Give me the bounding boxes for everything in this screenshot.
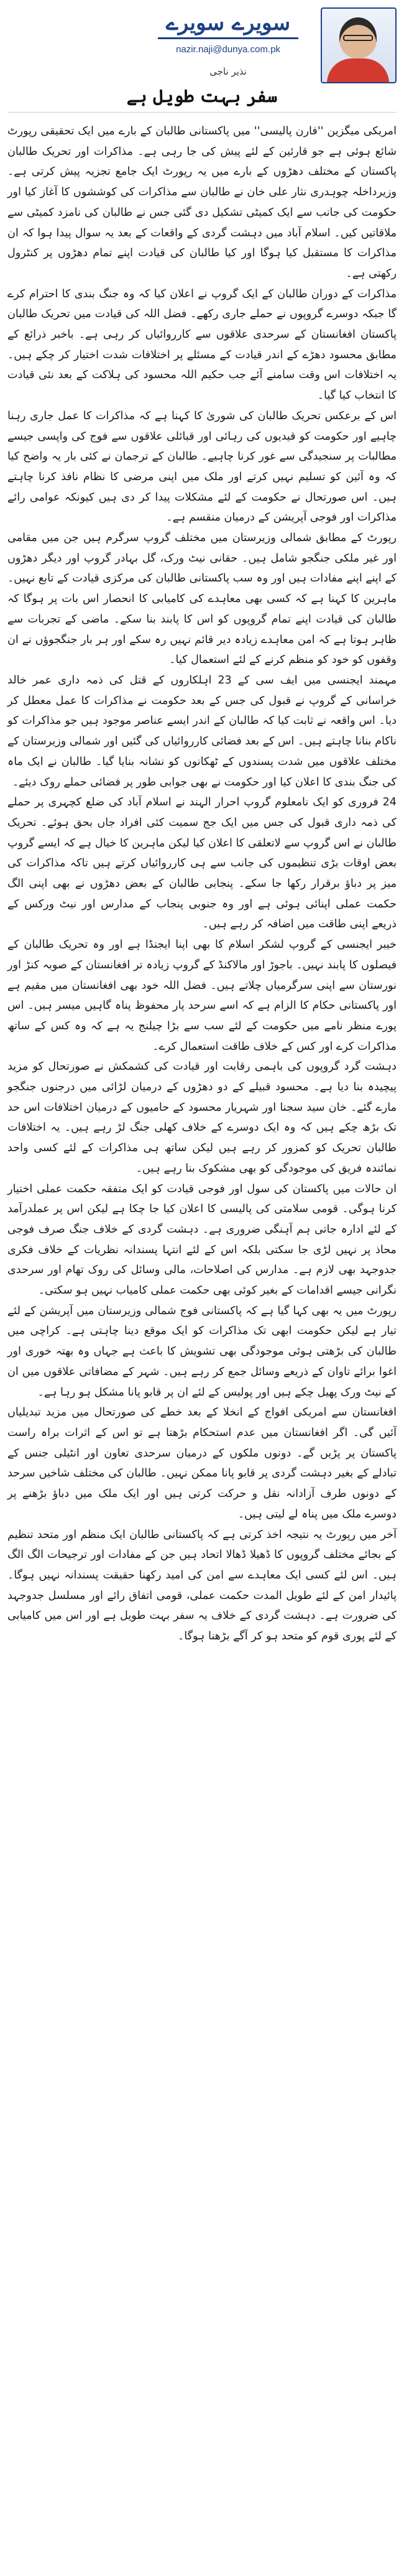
column-title-underline — [158, 37, 298, 39]
article-headline: سفر بہت طویل ہے — [126, 86, 278, 106]
article-paragraph: ان حالات میں پاکستان کی سول اور فوجی قیادت کو ایک متفقہ حکمت عملی اختیار کرنا ہوگی۔ قومی سلامتی کی پالیسی کا اعلان کیا جا چکا ہے لیکن اس پر عملدرآمد کے لئے ادارہ جاتی ہم آہنگی ضروری ہے۔ دہشت گردی کے خلاف جنگ صرف فوجی محاذ پر نہیں لڑی جا سکتی بلکہ اس کے لئے انتہا پسندانہ نظریات کے خلاف فکری جدوجہد بھی لازم ہے۔ مدارس کی اصلاحات، مالی وسائل کی روک تھام اور سرحدی نگرانی جیسے اقدامات کے بغیر کوئی بھی حکمت عملی کامیاب نہیں ہو سکتی۔ — [7, 1182, 397, 1297]
author-photo — [321, 7, 397, 83]
article-paragraph: اس کے برعکس تحریک طالبان کی شوریٰ کا کہنا ہے کہ مذاکرات کا عمل جاری رہنا چاہیے اور حکومت کو قیدیوں کی رہائی اور قبائلی علاقوں سے فوج کی واپسی جیسے مطالبات پر سنجیدگی سے غور کرنا چاہیے۔ طالبان کے ترجمان نے کئی بار یہ واضح کیا کہ وہ آئین کو تسلیم نہیں کرتے اور ملک میں اپنی مرضی کا نظام نافذ کرنا چاہتے ہیں۔ اس صورتحال نے حکومت کے لئے مشکلات پیدا کر دی ہیں کیونکہ عوامی رائے مذاکرات اور فوجی آپریشن کے درمیان منقسم ہے۔ — [7, 409, 397, 524]
column-masthead — [129, 7, 397, 81]
article-paragraph: مہمند ایجنسی میں ایف سی کے 23 اہلکاروں کے قتل کی ذمہ داری عمر خالد خراسانی کے گروپ نے قبول کی جس کے بعد حکومت نے مذاکرات کا عمل معطل کر دیا۔ اس واقعہ نے ثابت کیا کہ طالبان کے اندر ایسے عناصر موجود ہیں جو مذاکرات کو ناکام بنانا چاہتے ہیں۔ اس کے بعد فضائی کارروائیاں کی گئیں اور شمالی وزیرستان کے مختلف علاقوں میں شدت پسندوں کے ٹھکانوں کو نشانہ بنایا گیا۔ طالبان نے ایک ماہ کی جنگ بندی کا اعلان کیا اور حکومت نے بھی جوابی طور پر فضائی حملے روک دیئے۔ — [7, 674, 397, 789]
article-paragraph: رپورٹ کے مطابق شمالی وزیرستان میں مختلف گروپ سرگرم ہیں جن میں مقامی اور غیر ملکی جنگجو شامل ہیں۔ حقانی نیٹ ورک، گل بہادر گروپ اور دیگر دھڑوں کے اپنے اپنے مفادات ہیں اور وہ سب پاکستانی طالبان کی مرکزی قیادت کے تابع نہیں۔ ماہرین کا کہنا ہے کہ کسی بھی معاہدے کی کامیابی کا انحصار اس بات پر ہوگا کہ طالبان کی قیادت اپنے تمام گروپوں کو اس کا پابند بنا سکے۔ ماضی کے تجربات سے ظاہر ہوتا ہے کہ امن معاہدے زیادہ دیر قائم نہیں رہ سکے اور ہر بار جنگجوؤں نے ان وقفوں کو خود کو منظم کرنے کے لئے استعمال کیا۔ — [7, 532, 397, 667]
article-paragraph: 24 فروری کو ایک نامعلوم گروپ احرار الہند نے اسلام آباد کی ضلع کچہری پر حملے کی ذمہ داری قبول کی جس میں ایک جج سمیت کئی افراد جاں بحق ہوئے۔ تحریک طالبان نے اس گروپ سے لاتعلقی کا اعلان کیا لیکن ماہرین کا خیال ہے کہ ایسے گروپ بعض اوقات بڑی تنظیموں کی جانب سے ہی کارروائیاں کرتے ہیں تاکہ مذاکرات کی میز پر دباؤ برقرار رکھا جا سکے۔ پنجابی طالبان کے بعض دھڑوں نے بھی اپنی الگ حکمت عملی اپنائی ہوئی ہے اور وہ جنوبی پنجاب کے مدارس اور نیٹ ورکس کے ذریعے اپنی طاقت میں اضافہ کر رہے ہیں۔ — [7, 796, 397, 931]
column-header — [7, 5, 397, 113]
article-paragraph: افغانستان سے امریکی افواج کے انخلا کے بعد خطے کی صورتحال میں مزید تبدیلیاں آئیں گی۔ اگر افغانستان میں عدم استحکام بڑھتا ہے تو اس کے اثرات براہ راست پاکستان پر پڑیں گے۔ دونوں ملکوں کے درمیان سرحدی تعاون اور انٹیلی جنس کے تبادلے کے بغیر دہشت گردی پر قابو پانا ممکن نہیں۔ طالبان کی مختلف شاخیں سرحد کے دونوں طرف آزادانہ نقل و حرکت کرتی ہیں اور ایک ملک میں دباؤ بڑھنے پر دوسرے ملک میں پناہ لے لیتی ہیں۔ — [7, 1406, 397, 1521]
author-byline: نذیر ناجی — [209, 66, 247, 77]
author-email[interactable]: nazir.naji@dunya.com.pk — [176, 44, 280, 55]
article-paragraph: دہشت گرد گروپوں کی باہمی رقابت اور قیادت کی کشمکش نے صورتحال کو مزید پیچیدہ بنا دیا ہے۔ محسود قبیلے کے دو دھڑوں کے درمیان لڑائی میں درجنوں جنگجو مارے گئے۔ خان سید سجنا اور شہریار محسود کے حامیوں کے درمیان اختلافات اس حد تک بڑھ چکے ہیں کہ وہ ایک دوسرے کے خلاف کھلی جنگ لڑ رہے ہیں۔ یہ اختلافات طالبان تحریک کو کمزور کر رہے ہیں لیکن ساتھ ہی مذاکرات کے لئے کسی واحد نمائندہ فریق کی موجودگی کو بھی مشکوک بنا رہے ہیں۔ — [7, 1060, 397, 1175]
article-body — [7, 121, 397, 1647]
author-photo-glasses — [343, 35, 373, 41]
article-paragraph: رپورٹ میں یہ بھی کہا گیا ہے کہ پاکستانی فوج شمالی وزیرستان میں آپریشن کے لئے تیار ہے لیکن حکومت ابھی تک مذاکرات کو ایک موقع دینا چاہتی ہے۔ کراچی میں طالبان کی بڑھتی ہوئی موجودگی بھی تشویش کا باعث ہے جہاں وہ بھتہ خوری اور اغوا برائے تاوان کے ذریعے وسائل جمع کر رہے ہیں۔ شہر کے مضافاتی علاقوں میں ان کے نیٹ ورک پھیل چکے ہیں اور پولیس کے لئے ان پر قابو پانا مشکل ہو رہا ہے۔ — [7, 1304, 397, 1399]
article-paragraph: مذاکرات کے دوران طالبان کے ایک گروپ نے اعلان کیا کہ وہ جنگ بندی کا احترام کرے گا جبکہ دوسرے گروپوں نے حملے جاری رکھے۔ فضل اللہ کی قیادت میں تحریک طالبان پاکستان افغانستان کے سرحدی علاقوں سے کارروائیاں کر رہی ہے۔ باخبر ذرائع کے مطابق محسود دھڑے کے اندر قیادت کے مسئلے پر اختلافات شدت اختیار کر چکے ہیں۔ یہ اختلافات اس وقت سامنے آئے جب حکیم اللہ محسود کی ہلاکت کے بعد نئی قیادت کا انتخاب کیا گیا۔ — [7, 287, 397, 402]
article-paragraph: خیبر ایجنسی کے گروپ لشکر اسلام کا بھی اپنا ایجنڈا ہے اور وہ تحریک طالبان کے فیصلوں کا پابند نہیں۔ باجوڑ اور مالاکنڈ کے گروپ زیادہ تر افغانستان کے صوبہ کنڑ اور نورستان سے اپنی سرگرمیاں چلاتے ہیں۔ فضل اللہ خود بھی افغانستان میں مقیم ہے اور پاکستانی حکام کا الزام ہے کہ اسے سرحد پار محفوظ پناہ گاہیں میسر ہیں۔ اس پورے منظر نامے میں حکومت کے لئے سب سے بڑا چیلنج یہ ہے کہ وہ کس کے ساتھ مذاکرات کرے اور کس کے خلاف طاقت استعمال کرے۔ — [7, 938, 397, 1053]
column-title: سویرے سویرے — [165, 11, 291, 35]
article-paragraph: آخر میں رپورٹ یہ نتیجہ اخذ کرتی ہے کہ پاکستانی طالبان ایک منظم اور متحد تنظیم کے بجائے مختلف گروپوں کا ڈھیلا ڈھالا اتحاد ہیں جن کے مفادات اور ترجیحات الگ الگ ہیں۔ اس لئے کسی ایک معاہدے سے امن کی امید رکھنا حقیقت پسندانہ نہیں ہوگا۔ پائیدار امن کے لئے طویل المدت حکمت عملی، قومی اتفاق رائے اور مسلسل جدوجہد کی ضرورت ہے۔ دہشت گردی کے خلاف یہ سفر بہت طویل ہے اور اس میں کامیابی کے لئے پوری قوم کو متحد ہو کر آگے بڑھنا ہوگا۔ — [7, 1528, 397, 1643]
column-title-box — [139, 10, 317, 55]
author-photo-shirt — [327, 58, 389, 83]
article-paragraph: امریکی میگزین ''فارن پالیسی'' میں پاکستانی طالبان کے بارے میں ایک تحقیقی رپورٹ شائع ہوئی ہے جو قارئین کے لئے پیش کی جا رہی ہے۔ مذاکرات اور تحریک طالبان پاکستان کے مختلف دھڑوں کے بارے میں یہ رپورٹ ایک جامع تجزیہ پیش کرتی ہے۔ وزیرداخلہ چوہدری نثار علی خان نے طالبان سے مذاکرات کی کوششوں کا آغاز کیا اور حکومت کی جانب سے ایک کمیٹی تشکیل دی گئی جس نے طالبان کی نامزد کمیٹی سے ملاقاتیں کیں۔ اسلام آباد میں دہشت گردی کے واقعات کے بعد یہ سوال پیدا ہوا کہ ان مذاکرات کا مستقبل کیا ہوگا اور کیا طالبان کی قیادت اپنے تمام دھڑوں پر کنٹرول رکھتی ہے۔ — [7, 125, 397, 280]
